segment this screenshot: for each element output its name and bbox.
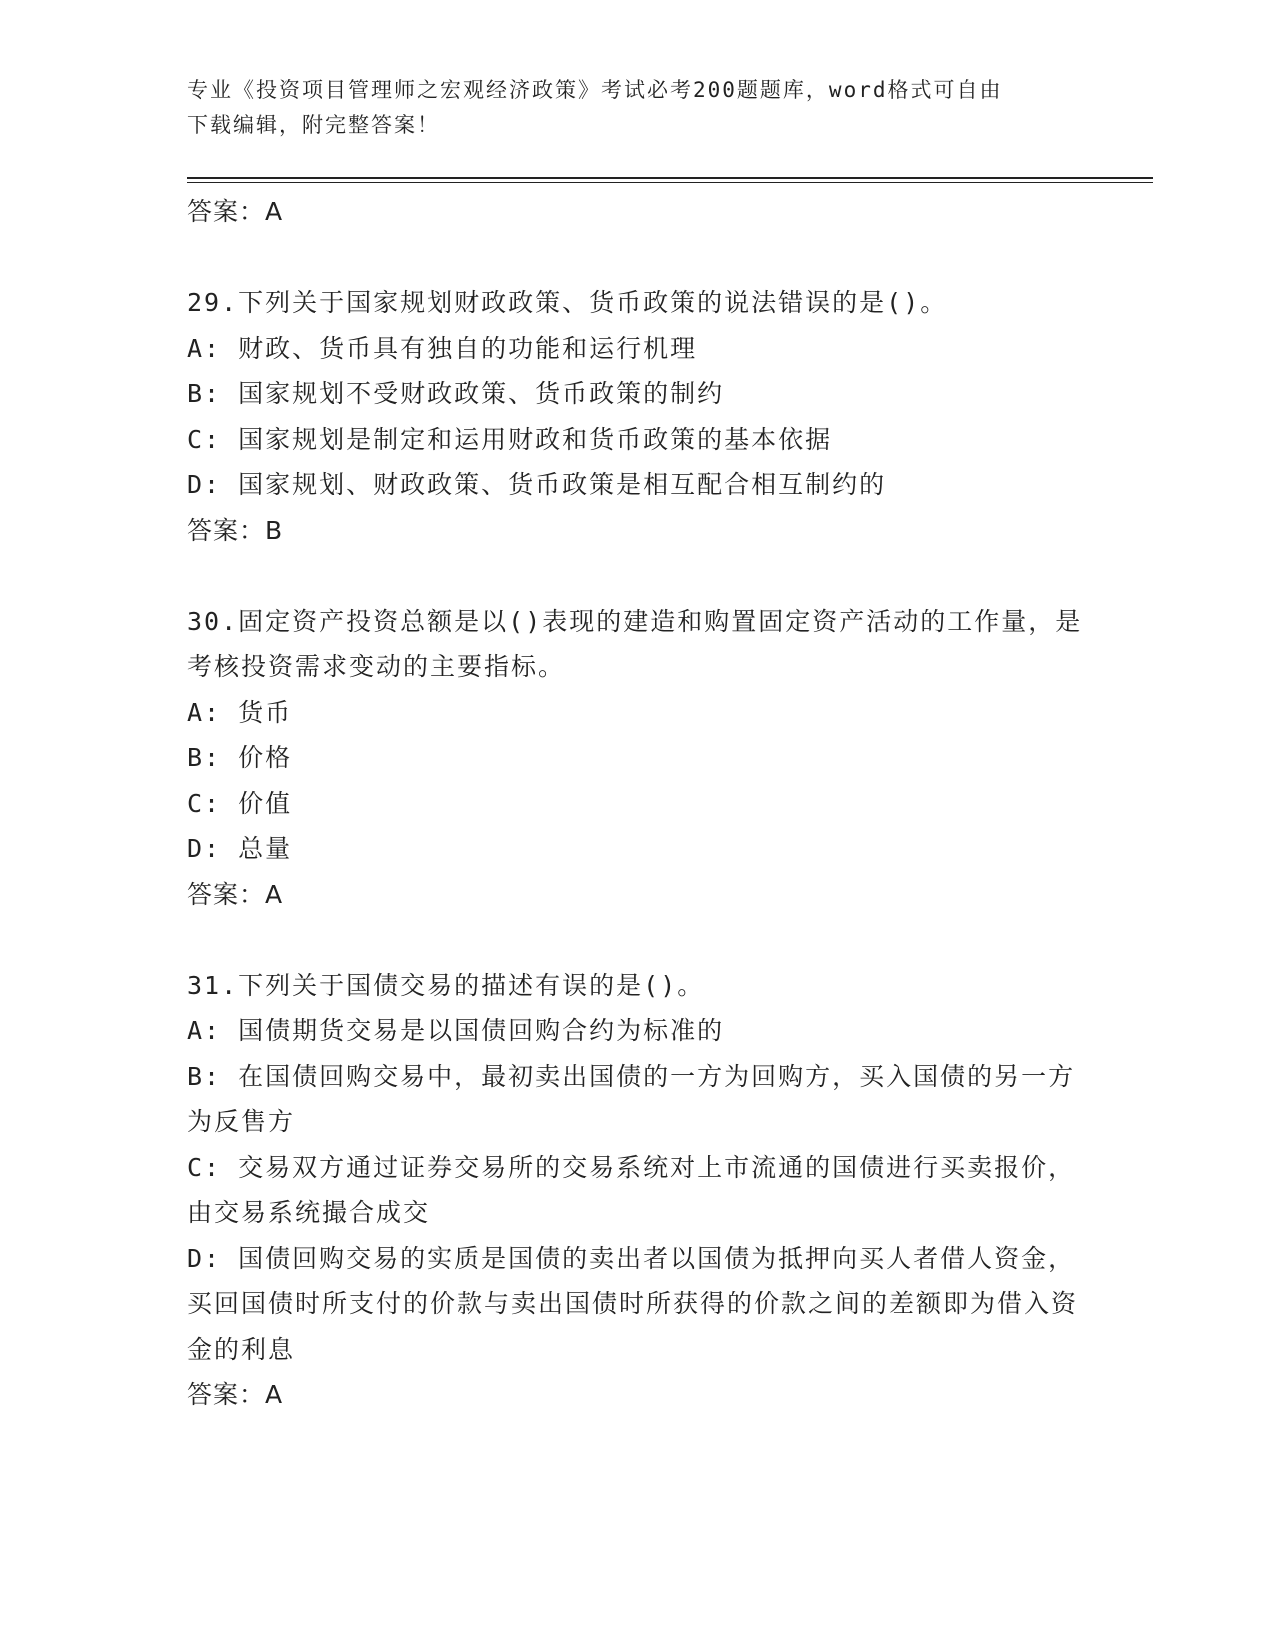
question-list: [187, 189, 1087, 1418]
header-divider-thick: [187, 177, 1153, 179]
option-c: C: 国家规划是制定和运用财政和货币政策的基本依据: [187, 424, 833, 454]
option-a: A: 财政、货币具有独自的功能和运行机理: [187, 333, 698, 363]
option-d: D: 国家规划、财政政策、货币政策是相互配合相互制约的: [187, 470, 887, 499]
answer-line: 答案：A: [187, 1380, 284, 1409]
question-stem: 30.固定资产投资总额是以()表现的建造和购置固定资产活动的工作量，是考核投资需求变动的主要指标。: [187, 606, 1083, 681]
question-stem: 31.下列关于国债交易的描述有误的是()。: [187, 970, 705, 1000]
option-c: C: 交易双方通过证券交易所的交易系统对上市流通的国债进行买卖报价，由交易系统撮合成交: [187, 1152, 1076, 1227]
answer-line: 答案：B: [187, 515, 284, 545]
option-a: A: 国债期货交易是以国债回购合约为标准的: [187, 1016, 725, 1045]
option-b: B: 价格: [187, 743, 293, 772]
question-31: [187, 963, 1087, 1418]
header-divider-thin: [187, 182, 1153, 183]
question-30: [187, 599, 1087, 918]
option-d: D: 总量: [187, 834, 293, 863]
option-b: B: 在国债回购交易中，最初卖出国债的一方为回购方，买入国债的另一方为反售方: [187, 1061, 1076, 1136]
option-d: D: 国债回购交易的实质是国债的卖出者以国债为抵押向买人者借人资金，买回国债时所支付的价款与卖出国债时所获得的价款之间的差额即为借入资金的利息: [187, 1243, 1079, 1364]
option-c: C: 价值: [187, 788, 293, 818]
answer-line: 答案：A: [187, 879, 284, 909]
question-stem: 29.下列关于国家规划财政政策、货币政策的说法错误的是()。: [187, 288, 948, 317]
header-line-1: 专业《投资项目管理师之宏观经济政策》考试必考200题题库，word格式可自由: [187, 78, 1003, 102]
option-a: A: 货币: [187, 697, 293, 727]
header-line-2: 下载编辑，附完整答案！: [187, 113, 440, 137]
question-29: [187, 280, 1087, 553]
document-header: [187, 73, 1087, 143]
option-b: B: 国家规划不受财政政策、货币政策的制约: [187, 379, 725, 408]
previous-answer: 答案：A: [187, 197, 284, 226]
